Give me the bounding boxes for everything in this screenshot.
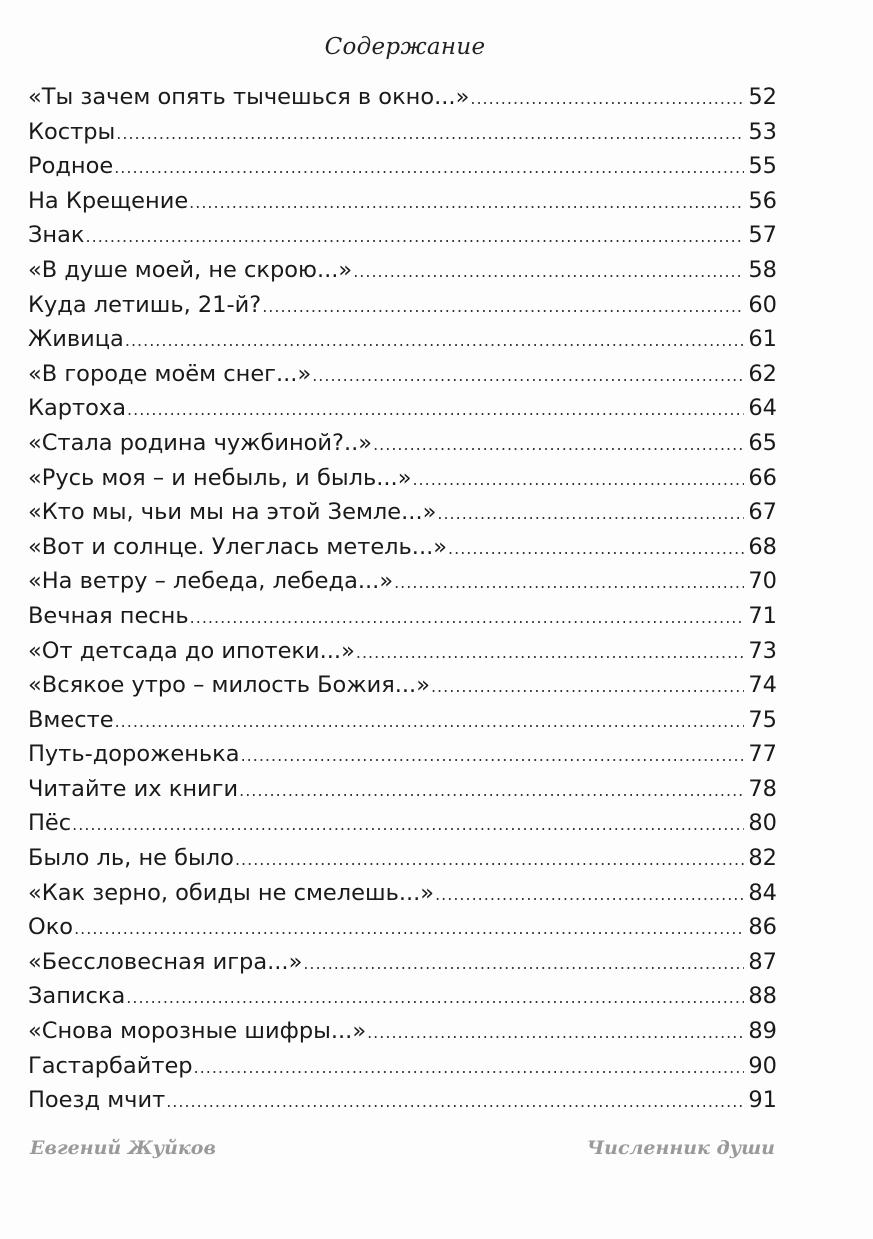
toc-entry (28, 426, 777, 461)
toc-entry (28, 737, 777, 772)
toc-dot-leader (72, 814, 744, 836)
toc-entry (28, 357, 777, 392)
toc-entry-title: «Бессловесная игра...» (28, 948, 303, 975)
toc-entry (28, 322, 777, 357)
toc-entry-title: «В душе моей, не скрою...» (28, 256, 353, 283)
toc-entry-page-number: 89 (748, 1018, 777, 1045)
toc-dot-leader (239, 780, 744, 802)
toc-dot-leader (303, 953, 744, 975)
toc-entry-page-number: 73 (748, 637, 777, 664)
toc-entry (28, 288, 777, 323)
toc-entry-page-number: 74 (748, 672, 777, 699)
toc-entry (28, 80, 777, 115)
toc-entry-title: Гастарбайтер (28, 1052, 193, 1079)
toc-dot-leader (353, 261, 744, 283)
toc-dot-leader (470, 88, 744, 110)
toc-dot-leader (394, 572, 744, 594)
toc-dot-leader (116, 123, 744, 145)
toc-dot-leader (437, 503, 744, 525)
toc-entry-page-number: 67 (748, 499, 777, 526)
toc-entry (28, 115, 777, 150)
toc-entry-page-number: 65 (748, 429, 777, 456)
toc-entry-page-number: 68 (748, 533, 777, 560)
toc-entry-page-number: 66 (748, 464, 777, 491)
toc-entry (28, 876, 777, 911)
toc-entry-page-number: 56 (748, 187, 777, 214)
toc-entry-page-number: 57 (748, 222, 777, 249)
toc-entry-title: Око (28, 914, 74, 941)
toc-entry-title: «Вот и солнце. Улеглась метель...» (28, 533, 448, 560)
toc-entry (28, 1014, 777, 1049)
footer-author: Евгений Жуйков (30, 1137, 216, 1159)
toc-entry-title: Путь-дороженька (28, 741, 240, 768)
toc-entry (28, 184, 777, 219)
toc-entry-page-number: 77 (748, 741, 777, 768)
toc-entry-title: Куда летишь, 21-й? (28, 291, 262, 318)
toc-entry-page-number: 55 (748, 153, 777, 180)
toc-entry (28, 495, 777, 530)
toc-entry (28, 149, 777, 184)
toc-entry-title: На Крещение (28, 187, 189, 214)
toc-entry-page-number: 82 (748, 845, 777, 872)
toc-entry-page-number: 58 (748, 256, 777, 283)
toc-entry (28, 1049, 777, 1084)
toc-entry (28, 703, 777, 738)
toc-entry-page-number: 71 (748, 602, 777, 629)
toc-entry-page-number: 90 (748, 1052, 777, 1079)
toc-entry-page-number: 80 (748, 810, 777, 837)
toc-dot-leader (126, 987, 744, 1009)
toc-entry (28, 806, 777, 841)
toc-dot-leader (127, 399, 744, 421)
toc-entry-title: «Стала родина чужбиной?..» (28, 429, 373, 456)
toc-entry-title: Костры (28, 118, 116, 145)
toc-dot-leader (74, 918, 744, 940)
toc-entry (28, 841, 777, 876)
toc-entry-title: «От детсада до ипотеки...» (28, 637, 355, 664)
toc-entry-title: «Всякое утро – милость Божия...» (28, 672, 430, 699)
toc-entry-page-number: 52 (748, 84, 777, 110)
toc-entry (28, 253, 777, 288)
toc-entry-title: Вместе (28, 706, 114, 733)
toc-entry (28, 772, 777, 807)
toc-entry-title: Родное (28, 153, 114, 180)
toc-entry-title: Записка (28, 983, 126, 1010)
toc-entry (28, 391, 777, 426)
toc-entry (28, 599, 777, 634)
toc-entry (28, 218, 777, 253)
toc-entry-page-number: 87 (748, 948, 777, 975)
toc-entry (28, 979, 777, 1014)
toc-entry-title: «Кто мы, чьи мы на этой Земле...» (28, 499, 437, 526)
toc-dot-leader (412, 469, 744, 491)
toc-entry-title: Читайте их книги (28, 775, 239, 802)
toc-entry (28, 945, 777, 980)
toc-dot-leader (190, 607, 744, 629)
page-title: Содержание (324, 34, 486, 60)
toc-dot-leader (189, 192, 744, 214)
toc-entry-page-number: 91 (748, 1087, 777, 1114)
toc-entry (28, 668, 777, 703)
toc-dot-leader (241, 745, 744, 767)
toc-entry (28, 634, 777, 669)
toc-entry-page-number: 75 (748, 706, 777, 733)
toc-entry-page-number: 70 (748, 568, 777, 595)
toc-entry (28, 1083, 777, 1118)
toc-entry-page-number: 84 (748, 879, 777, 906)
toc-entry (28, 530, 777, 565)
toc-dot-leader (373, 434, 744, 456)
toc-dot-leader (435, 884, 744, 906)
toc-dot-leader (86, 226, 744, 248)
toc-entry (28, 461, 777, 496)
toc-dot-leader (194, 1057, 744, 1079)
toc-entry-title: «Снова морозные шифры...» (28, 1018, 367, 1045)
toc-entry-page-number: 64 (748, 395, 777, 422)
toc-entry-page-number: 53 (748, 118, 777, 145)
toc-entry-title: «На ветру – лебеда, лебеда...» (28, 568, 394, 595)
toc-dot-leader (115, 711, 744, 733)
toc-entry-title: Картоха (28, 395, 127, 422)
toc-dot-leader (431, 676, 744, 698)
toc-entry-page-number: 86 (748, 914, 777, 941)
toc-entry-title: «Русь моя – и небыль, и быль...» (28, 464, 412, 491)
toc-entry-title: «Ты зачем опять тычешься в окно...» (28, 84, 470, 110)
toc-dot-leader (114, 157, 744, 179)
toc-entry-title: Вечная песнь (28, 602, 189, 629)
toc-entry-title: Пёс (28, 810, 72, 837)
toc-dot-leader (235, 849, 744, 871)
toc-entry-title: Знак (28, 222, 85, 249)
toc-entry-page-number: 61 (748, 326, 777, 353)
toc-dot-leader (356, 642, 744, 664)
toc-dot-leader (262, 296, 744, 318)
footer-book-title: Численник души (586, 1137, 775, 1159)
toc-entry-title: Было ль, не было (28, 845, 234, 872)
toc-entry-title: «В городе моём снег...» (28, 360, 312, 387)
toc-entry-title: Живица (28, 326, 124, 353)
table-of-contents (28, 80, 777, 1118)
toc-entry-title: «Как зерно, обиды не смелешь...» (28, 879, 435, 906)
toc-entry (28, 564, 777, 599)
toc-dot-leader (367, 1022, 744, 1044)
toc-entry-page-number: 60 (748, 291, 777, 318)
toc-dot-leader (166, 1091, 744, 1113)
toc-dot-leader (312, 365, 744, 387)
toc-dot-leader (125, 330, 744, 352)
toc-entry-page-number: 62 (748, 360, 777, 387)
toc-entry-page-number: 78 (748, 775, 777, 802)
toc-dot-leader (448, 538, 744, 560)
toc-entry-page-number: 88 (748, 983, 777, 1010)
toc-entry-title: Поезд мчит (28, 1087, 166, 1114)
toc-entry (28, 910, 777, 945)
